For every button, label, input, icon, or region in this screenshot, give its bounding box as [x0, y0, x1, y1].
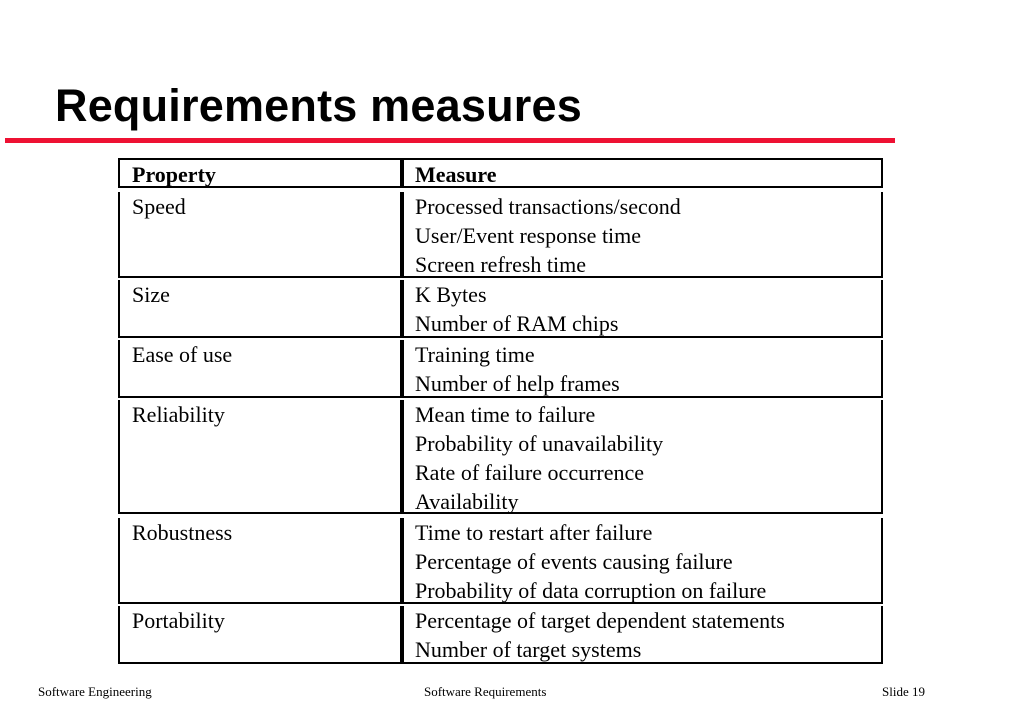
- table-row: [118, 340, 883, 398]
- measure-item: Training time: [415, 342, 535, 367]
- measure-item: Screen refresh time: [415, 252, 587, 277]
- table-row: [118, 280, 883, 338]
- footer-slide-number: Slide 19: [882, 684, 925, 699]
- property-cell: Reliability: [132, 402, 225, 427]
- property-cell: Portability: [132, 608, 225, 633]
- measure-item: Probability of unavailability: [415, 431, 664, 456]
- table-header-row: [118, 158, 883, 188]
- measure-item: Processed transactions/second: [415, 194, 681, 219]
- property-cell: Ease of use: [132, 342, 233, 367]
- measure-cell: [415, 518, 766, 605]
- measure-item: Percentage of events causing failure: [415, 549, 733, 574]
- title-underline: [5, 138, 895, 143]
- header-measure: Measure: [415, 162, 497, 187]
- table-rule: [118, 662, 402, 664]
- measure-item: Time to restart after failure: [415, 520, 653, 545]
- table-row: [118, 606, 883, 664]
- table-rule: [118, 602, 402, 604]
- header-property: Property: [132, 162, 216, 187]
- measure-item: Probability of data corruption on failure: [415, 578, 767, 603]
- table-rule: [118, 276, 402, 278]
- table-row: [118, 400, 883, 514]
- measure-item: Mean time to failure: [415, 402, 596, 427]
- measure-item: User/Event response time: [415, 223, 642, 248]
- measure-item: Percentage of target dependent statements: [415, 608, 785, 633]
- table-rule: [118, 512, 402, 514]
- measure-cell: [415, 400, 663, 516]
- measure-item: Number of target systems: [415, 637, 642, 662]
- measure-item: K Bytes: [415, 282, 487, 307]
- measure-cell: [415, 340, 620, 398]
- measure-cell: [415, 192, 681, 279]
- property-cell: Speed: [132, 194, 186, 219]
- measure-cell: [415, 606, 785, 664]
- measure-item: Availability: [415, 489, 519, 514]
- measure-item: Number of help frames: [415, 371, 620, 396]
- table-rule: [118, 396, 402, 398]
- measure-cell: [415, 280, 618, 338]
- measure-item: Rate of failure occurrence: [415, 460, 645, 485]
- slide-title: Requirements measures: [55, 80, 582, 131]
- table-rule: [118, 336, 402, 338]
- table-row: [118, 192, 883, 278]
- footer-course: Software Engineering: [38, 684, 152, 699]
- table-row: [118, 518, 883, 604]
- footer-topic: Software Requirements: [424, 684, 547, 699]
- property-cell: Size: [132, 282, 170, 307]
- measure-item: Number of RAM chips: [415, 311, 619, 336]
- property-cell: Robustness: [132, 520, 233, 545]
